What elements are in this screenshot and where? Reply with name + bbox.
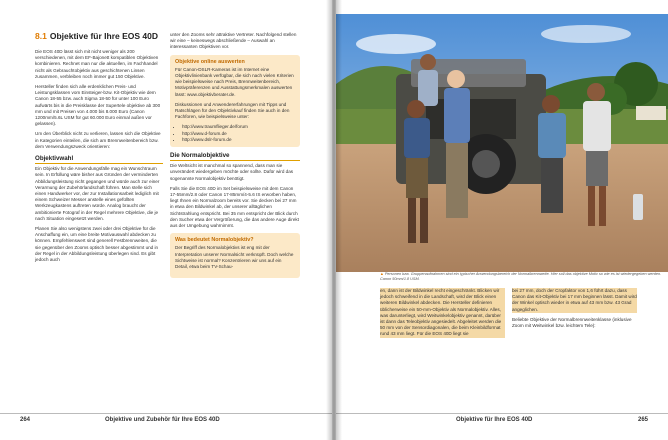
group-photo xyxy=(336,14,668,272)
left-column-2 xyxy=(170,32,300,284)
forum-link[interactable]: • http://www.dslr-forum.de xyxy=(182,137,295,143)
group-photo-illustration xyxy=(336,14,668,272)
info-box-online xyxy=(170,55,300,147)
info-box-text: Für Canon-DSLR-Kameras ist im Internet eine Objektivlinienbank verfügbar, die sich nach vielen Kriterien wie beispielsweise nach Preis, Brennweitenbereich, Motivpräferenzen und Ausstattungsmerkmalen auswerten lässt: www.objektivberater.de. xyxy=(175,66,294,97)
paragraph: Ein Objektiv für die Anwendungsfälle mag ein Wunschtraum sein. In Erfüllung wäre bisher aus Gründen der verminderten Abbildungsleistung nicht gegangen und würde auch zur einer Verarmung der Zubehörlandschaft führen. Man stelle sich einen Handwerker vor, der zur Installationsarbeit lediglich mit einem Schweizer Messer anstelle eines gefüllten Werkzeugkastens auftreten würde. Analog braucht der ambitionierte Fotograf in der Regel mehrere Objektive, die je nach Situation eingesetzt werden. xyxy=(35,166,160,221)
paragraph: Hersteller finden sich alle erdenklichen Preis- und Leistungsklassen vom Einsteiger-bzw. Kit-Objektiv wie dem Canon 18-55 bzw. auch Sigma 18-50 für unter 100 Euro aufwärts bis in die Preisklasse der Supertele objektive ab 300 mm und mit Preisen von 4.000 bis 8.000 Euro (Canon 1200mm/5.6L USM für gut 60.000 Euro einmal außen vor gelassen). xyxy=(35,84,161,127)
subheading-normalobjektive: Die Normalobjektive xyxy=(170,153,300,161)
section-heading xyxy=(35,32,163,41)
paragraph: en, dann ist der Bildwinkel recht eingeschränkt. Blicken wir jedoch schweifend in die Landschaft, wird der Blick einen weiteren Bildwinkel abdecken. Die Hersteller definieren üblicherweise ein 50-mm-Objektiv als Normalobjektiv. Alles, was darunterliegt, wird Weitwinkelobjektiv genannt, darüber ist dann das Teleobjektiv angesiedelt. Abgeleitet werden die 50 mm von der Sensordiagonalen, die beim Kleinbildformat rund 43 mm liegt. Für die EOS 40D liegt sie xyxy=(380,288,505,338)
page-number: 264 xyxy=(20,417,31,423)
info-box-text: Der Begriff des Normalobjektivs ist eng mit der Interpretation unserer Normalsicht verknüpft. Doch welche Sichtweise ist normal? Konzentrieren wir uns auf ein Detail, etwa beim TV-Schau- xyxy=(175,245,294,270)
paragraph: Die Weltsicht ist manchmal so spannend, dass man sie unverändert wiedergeben möchte oder sollte. Dafür wird das sogenannte Normalobjektiv benötigt. xyxy=(170,163,294,181)
left-page xyxy=(0,0,332,440)
info-box-title: Was bedeutet Normalobjektiv? xyxy=(175,237,254,244)
paragraph: Beliebte Objektive der Normalbrennweitenklasse (inklusive Zoom mit Weitwinkel bzw. leichtem Tele): xyxy=(512,316,632,329)
left-footer xyxy=(0,413,332,428)
caption-triangle-icon: ▲ xyxy=(380,272,384,276)
footer-title: Objektive für Ihre EOS 40D xyxy=(456,417,533,423)
section-number: 8.1 xyxy=(35,31,47,41)
left-column-1 xyxy=(35,32,163,267)
right-page xyxy=(336,0,668,440)
forum-link[interactable]: • http://www.traumflieger.de/forum xyxy=(182,124,295,130)
info-box-title: Objektive online auswerten xyxy=(175,58,245,65)
right-footer xyxy=(336,413,668,428)
footer-title: Objektive und Zubehör für Ihre EOS 40D xyxy=(105,417,220,423)
section-title: Objektive für Ihre EOS 40D xyxy=(49,31,159,41)
photo-caption: ▲ Personen bzw. Gruppenaufnahmen sind ein typischer Anwendungsbereich der Normalbrennweite. Hier soll das objektive Motiv so wie es ist wiedergegeben werden. Canon 50mm/1.8 USM. xyxy=(380,272,662,281)
info-box-text: Diskussionen und Anwendererfahrungen mit Tipps und Ratschlägen für den Objektivkauf finden Sie auch in den Fachforen, wie beispielsweise unter: xyxy=(175,101,290,120)
page-number: 265 xyxy=(637,417,648,423)
forum-link-list xyxy=(175,124,295,143)
person xyxy=(418,54,438,106)
right-column-1 xyxy=(380,288,505,342)
person xyxy=(444,70,470,218)
paragraph: Um den Überblick nicht zu verlieren, lassen sich die Objektive in Kategorien einteilen, die sich am Brennweitenbereich bzw. dem Verwendungszweck orientieren: xyxy=(35,131,161,149)
subheading-objektivwahl: Objektivwahl xyxy=(35,156,163,164)
paragraph: Die EOS 40D lässt sich mit nicht weniger als 200 verschiedenen, mit dem EF-Bajonett kompatiblen Objektiven kombinieren. Rechnet man nur die aktuellen, im Fachhandel nicht als Gebrauchtobjektiv aus geschichtenen Linsen zusammen, verbleiben noch immer gut 150 Objektive. xyxy=(35,49,159,79)
paragraph: Falls Sie die EOS 40D im Set beispielsweise mit dem Canon 17-55mm/2.8 oder Canon 17-85mm/4-5.6 IS erworben haben, liegt Ihnen ein Normalzoom bereits vor. Sie decken bei 27 mm in etwa den Bildwinkel ab, der unserer alltäglichen Sichtstrahlung entspricht. Bei 35 mm entspricht der Blick durch den Sucher etwa der Vergrößerung, die das andere Auge direkt aus der Umgebung wahrnimmt. xyxy=(170,185,299,229)
right-column-2 xyxy=(512,288,637,333)
paragraph: bei 27 mm, doch der Cropfaktor von 1,6 führt dazu, dass Canon das Kit-Objektiv bei 17 mm beginnen lässt. Damit wird der Winkel optisch wieder in etwa auf 43 mm bzw. 43 Grad angeglichen. xyxy=(512,288,637,312)
book-gutter xyxy=(326,0,342,440)
forum-link[interactable]: • http://www.d-forum.de xyxy=(182,131,295,137)
info-box-normalobjektiv xyxy=(170,233,300,278)
paragraph: unter den Zooms sehr attraktive Vertreter. Nachfolgend stellen wir eine – keineswegs abschließende – Auswahl an interessanten Objektiven vor. xyxy=(170,32,297,50)
paragraph: Planen Sie also wenigstens zwei oder drei Objektive für die Anschaffung ein, um eine breite Motivauswahl abdecken zu können. Empfehlenswert sind generell Festbrennweiten, die sie gegenüber den Zooms optisch besser abgestimmt und in der Regel in der Abbildungsleistung überlegen sind. Es gibt jedoch auch xyxy=(35,226,159,263)
